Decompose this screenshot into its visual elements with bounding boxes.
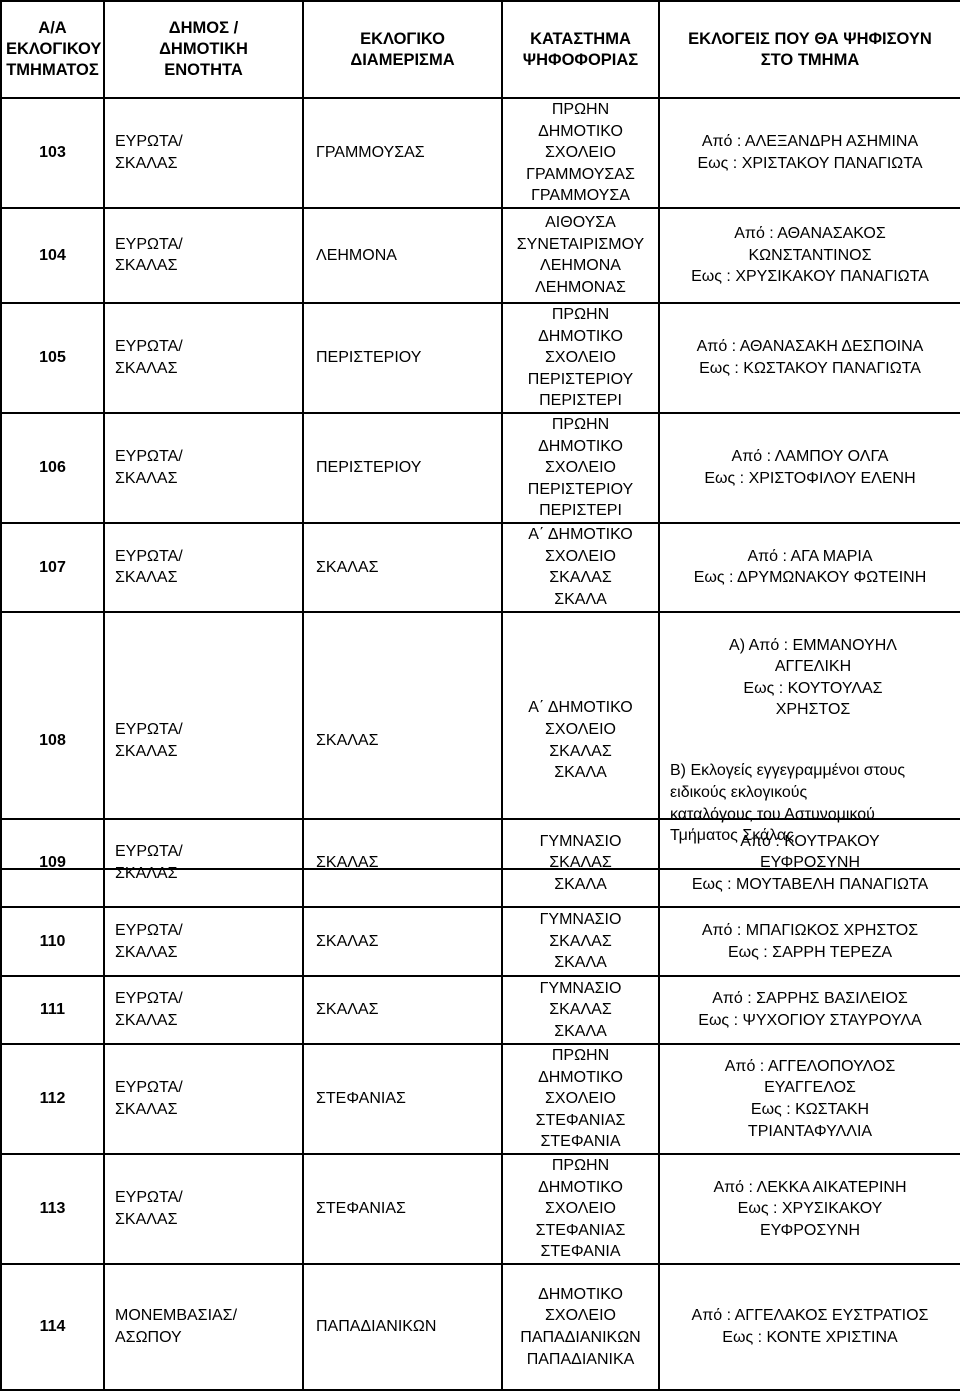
table-row <box>1 1044 960 1154</box>
station-cell: ΑΙΘΟΥΣΑ ΣΥΝΕΤΑΙΡΙΣΜΟΥ ΛΕΗΜΟΝΑ ΛΕΗΜΟΝΑΣ <box>502 208 659 303</box>
district-cell: ΣΚΑΛΑΣ <box>303 612 502 870</box>
municipality-cell: ΕΥΡΩΤΑ/ ΣΚΑΛΑΣ <box>104 819 303 907</box>
station-cell: ΠΡΩΗΝ ΔΗΜΟΤΙΚΟ ΣΧΟΛΕΙΟ ΓΡΑΜΜΟΥΣΑΣ ΓΡΑΜΜΟΥΣΑ <box>502 98 659 208</box>
section-number: 111 <box>1 976 104 1044</box>
table-row <box>1 1264 960 1390</box>
voters-cell: Από : ΜΠΑΓΙΩΚΟΣ ΧΡΗΣΤΟΣ Εως : ΣΑΡΡΗ ΤΕΡΕΖΑ <box>659 907 960 976</box>
station-cell: Α΄ ΔΗΜΟΤΙΚΟ ΣΧΟΛΕΙΟ ΣΚΑΛΑΣ ΣΚΑΛΑ <box>502 523 659 612</box>
section-number: 107 <box>1 523 104 612</box>
municipality-cell: ΕΥΡΩΤΑ/ ΣΚΑΛΑΣ <box>104 907 303 976</box>
municipality-cell: ΕΥΡΩΤΑ/ ΣΚΑΛΑΣ <box>104 413 303 523</box>
district-cell: ΠΕΡΙΣΤΕΡΙΟΥ <box>303 413 502 523</box>
table-row <box>1 819 960 907</box>
header-section: Α/Α ΕΚΛΟΓΙΚΟΥ ΤΜΗΜΑΤΟΣ <box>1 1 104 98</box>
section-number: 105 <box>1 303 104 413</box>
station-cell: ΠΡΩΗΝ ΔΗΜΟΤΙΚΟ ΣΧΟΛΕΙΟ ΠΕΡΙΣΤΕΡΙΟΥ ΠΕΡΙΣΤΕΡΙ <box>502 413 659 523</box>
voters-cell: Από : ΑΘΑΝΑΣΑΚΟΣ ΚΩΝΣΤΑΝΤΙΝΟΣ Εως : ΧΡΥΣΙΚΑΚΟΥ ΠΑΝΑΓΙΩΤΑ <box>659 208 960 303</box>
voters-special-b: Β) Εκλογείς εγγεγραμμένοι στους ειδικούς εκλογικούς καταλόγους του Αστυνομικού Τμήματος Σκάλας <box>670 762 906 845</box>
voters-cell: Από : ΑΓΓΕΛΟΠΟΥΛΟΣ ΕΥΑΓΓΕΛΟΣ Εως : ΚΩΣΤΑΚΗ ΤΡΙΑΝΤΑΦΥΛΛΙΑ <box>659 1044 960 1154</box>
district-cell: ΣΚΑΛΑΣ <box>303 523 502 612</box>
district-cell: ΣΤΕΦΑΝΙΑΣ <box>303 1044 502 1154</box>
voters-cell: Από : ΛΕΚΚΑ ΑΙΚΑΤΕΡΙΝΗ Εως : ΧΡΥΣΙΚΑΚΟΥ ΕΥΦΡΟΣΥΝΗ <box>659 1154 960 1264</box>
voters-cell: Από : ΑΛΕΞΑΝΔΡΗ ΑΣΗΜΙΝΑ Εως : ΧΡΙΣΤΑΚΟΥ ΠΑΝΑΓΙΩΤΑ <box>659 98 960 208</box>
station-cell: ΠΡΩΗΝ ΔΗΜΟΤΙΚΟ ΣΧΟΛΕΙΟ ΣΤΕΦΑΝΙΑΣ ΣΤΕΦΑΝΙΑ <box>502 1154 659 1264</box>
polling-table-bottom <box>0 818 960 1391</box>
table-row <box>1 523 960 612</box>
municipality-cell: ΕΥΡΩΤΑ/ ΣΚΑΛΑΣ <box>104 98 303 208</box>
station-cell: ΔΗΜΟΤΙΚΟ ΣΧΟΛΕΙΟ ΠΑΠΑΔΙΑΝΙΚΩΝ ΠΑΠΑΔΙΑΝΙΚΑ <box>502 1264 659 1390</box>
district-cell: ΣΚΑΛΑΣ <box>303 976 502 1044</box>
municipality-cell: ΕΥΡΩΤΑ/ ΣΚΑΛΑΣ <box>104 612 303 870</box>
district-cell: ΣΚΑΛΑΣ <box>303 907 502 976</box>
voters-cell: Από : ΑΓΑ ΜΑΡΙΑ Εως : ΔΡΥΜΩΝΑΚΟΥ ΦΩΤΕΙΝΗ <box>659 523 960 612</box>
municipality-cell: ΕΥΡΩΤΑ/ ΣΚΑΛΑΣ <box>104 1154 303 1264</box>
section-number: 113 <box>1 1154 104 1264</box>
section-number: 103 <box>1 98 104 208</box>
municipality-cell: ΕΥΡΩΤΑ/ ΣΚΑΛΑΣ <box>104 976 303 1044</box>
municipality-cell: ΕΥΡΩΤΑ/ ΣΚΑΛΑΣ <box>104 208 303 303</box>
header-district: ΕΚΛΟΓΙΚΟ ΔΙΑΜΕΡΙΣΜΑ <box>303 1 502 98</box>
district-cell: ΣΤΕΦΑΝΙΑΣ <box>303 1154 502 1264</box>
municipality-cell: ΜΟΝΕΜΒΑΣΙΑΣ/ ΑΣΩΠΟΥ <box>104 1264 303 1390</box>
station-cell: ΠΡΩΗΝ ΔΗΜΟΤΙΚΟ ΣΧΟΛΕΙΟ ΣΤΕΦΑΝΙΑΣ ΣΤΕΦΑΝΙΑ <box>502 1044 659 1154</box>
district-cell: ΛΕΗΜΟΝΑ <box>303 208 502 303</box>
section-number: 114 <box>1 1264 104 1390</box>
header-voters: ΕΚΛΟΓΕΙΣ ΠΟΥ ΘΑ ΨΗΦΙΣΟΥΝ ΣΤΟ ΤΜΗΜΑ <box>659 1 960 98</box>
table-row <box>1 303 960 413</box>
district-cell: ΓΡΑΜΜΟΥΣΑΣ <box>303 98 502 208</box>
header-row <box>1 1 960 98</box>
station-cell: Α΄ ΔΗΜΟΤΙΚΟ ΣΧΟΛΕΙΟ ΣΚΑΛΑΣ ΣΚΑΛΑ <box>502 612 659 870</box>
voters-cell: Από : ΣΑΡΡΗΣ ΒΑΣΙΛΕΙΟΣ Εως : ΨΥΧΟΓΙΟΥ ΣΤΑΥΡΟΥΛΑ <box>659 976 960 1044</box>
table-row <box>1 208 960 303</box>
municipality-cell: ΕΥΡΩΤΑ/ ΣΚΑΛΑΣ <box>104 303 303 413</box>
section-number: 108 <box>1 612 104 870</box>
table-row <box>1 976 960 1044</box>
municipality-cell: ΕΥΡΩΤΑ/ ΣΚΑΛΑΣ <box>104 1044 303 1154</box>
voters-cell: Από : ΑΘΑΝΑΣΑΚΗ ΔΕΣΠΟΙΝΑ Εως : ΚΩΣΤΑΚΟΥ ΠΑΝΑΓΙΩΤΑ <box>659 303 960 413</box>
header-station: ΚΑΤΑΣΤΗΜΑ ΨΗΦΟΦΟΡΙΑΣ <box>502 1 659 98</box>
table-row <box>1 413 960 523</box>
section-number: 106 <box>1 413 104 523</box>
voters-cell: Από : ΚΟΥΤΡΑΚΟΥ ΕΥΦΡΟΣΥΝΗ Εως : ΜΟΥΤΑΒΕΛΗ ΠΑΝΑΓΙΩΤΑ <box>659 819 960 907</box>
voters-range-a: Α) Από : ΕΜΜΑΝΟΥΗΛ ΑΓΓΕΛΙΚΗ Εως : ΚΟΥΤΟΥΛΑΣ ΧΡΗΣΤΟΣ <box>729 636 897 719</box>
district-cell: ΣΚΑΛΑΣ <box>303 819 502 907</box>
section-number: 112 <box>1 1044 104 1154</box>
table-row <box>1 1154 960 1264</box>
table-row <box>1 907 960 976</box>
table-row <box>1 98 960 208</box>
station-cell: ΓΥΜΝΑΣΙΟ ΣΚΑΛΑΣ ΣΚΑΛΑ <box>502 976 659 1044</box>
station-cell: ΓΥΜΝΑΣΙΟ ΣΚΑΛΑΣ ΣΚΑΛΑ <box>502 819 659 907</box>
station-cell: ΠΡΩΗΝ ΔΗΜΟΤΙΚΟ ΣΧΟΛΕΙΟ ΠΕΡΙΣΤΕΡΙΟΥ ΠΕΡΙΣΤΕΡΙ <box>502 303 659 413</box>
header-municipality: ΔΗΜΟΣ / ΔΗΜΟΤΙΚΗ ΕΝΟΤΗΤΑ <box>104 1 303 98</box>
voters-cell: Από : ΑΓΓΕΛΑΚΟΣ ΕΥΣΤΡΑΤΙΟΣ Εως : ΚΟΝΤΕ ΧΡΙΣΤΙΝΑ <box>659 1264 960 1390</box>
section-number: 109 <box>1 819 104 907</box>
district-cell: ΠΑΠΑΔΙΑΝΙΚΩΝ <box>303 1264 502 1390</box>
voters-cell: Από : ΛΑΜΠΟΥ ΟΛΓΑ Εως : ΧΡΙΣΤΟΦΙΛΟΥ ΕΛΕΝΗ <box>659 413 960 523</box>
municipality-cell: ΕΥΡΩΤΑ/ ΣΚΑΛΑΣ <box>104 523 303 612</box>
section-number: 110 <box>1 907 104 976</box>
section-number: 104 <box>1 208 104 303</box>
station-cell: ΓΥΜΝΑΣΙΟ ΣΚΑΛΑΣ ΣΚΑΛΑ <box>502 907 659 976</box>
district-cell: ΠΕΡΙΣΤΕΡΙΟΥ <box>303 303 502 413</box>
